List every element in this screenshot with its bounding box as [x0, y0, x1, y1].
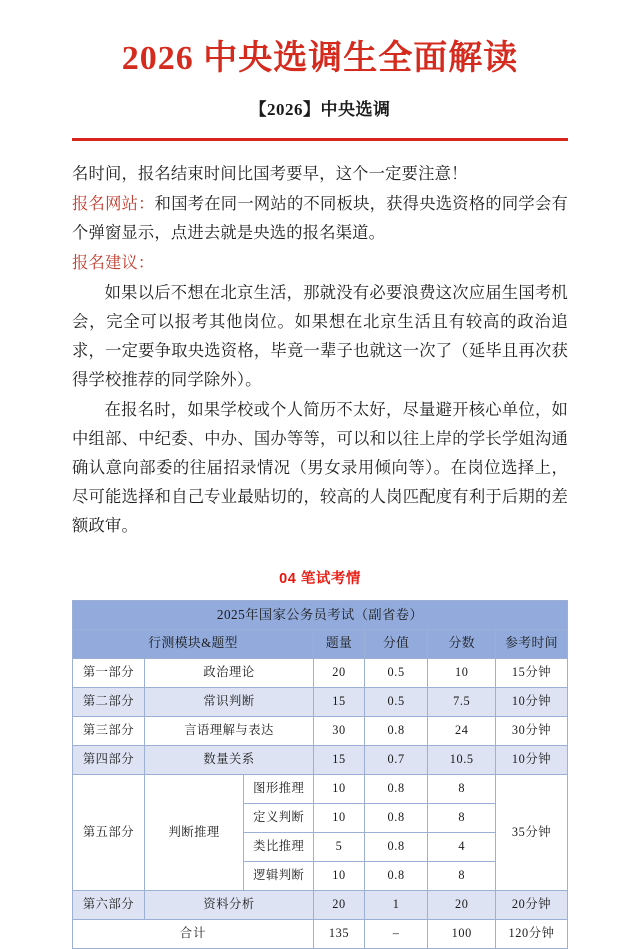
- exam-table-wrap: [72, 598, 568, 949]
- row-subtype: 类比推理: [244, 832, 314, 861]
- paragraph-4-text: 如果以后不想在北京生活，那就没有必要浪费这次应届生国考机会，完全可以报考其他岗位。如果想在北京生活且有较高的政治追求，一定要争取央选资格，毕竟一辈子也就这一次了（延毕且再次获得学校推荐的同学除外）。: [72, 282, 568, 389]
- row-quantity: 20: [314, 890, 365, 919]
- row-part: 第二部分: [73, 687, 145, 716]
- row-score: 10: [428, 658, 496, 687]
- row-module: 数量关系: [144, 745, 313, 774]
- row-value: 0.8: [364, 861, 427, 890]
- table-row: [73, 716, 568, 745]
- body-text: [72, 141, 568, 540]
- row-score: 10.5: [428, 745, 496, 774]
- paragraph-1: [72, 159, 568, 188]
- row-quantity: 20: [314, 658, 365, 687]
- column-header-quantity: 题量: [314, 629, 365, 658]
- row-score: 4: [428, 832, 496, 861]
- column-header-time: 参考时间: [496, 629, 568, 658]
- row-part: 第一部分: [73, 658, 145, 687]
- row-time: 15分钟: [496, 658, 568, 687]
- paragraph-4: [72, 278, 568, 394]
- row-score: 20: [428, 890, 496, 919]
- row-score: 8: [428, 774, 496, 803]
- row-quantity: 15: [314, 745, 365, 774]
- paragraph-2: [72, 189, 568, 247]
- row-time: 20分钟: [496, 890, 568, 919]
- table-row: [73, 658, 568, 687]
- row-score: 8: [428, 861, 496, 890]
- group-time: 35分钟: [496, 774, 568, 890]
- column-header-score: 分数: [428, 629, 496, 658]
- row-subtype: 图形推理: [244, 774, 314, 803]
- row-value: 0.8: [364, 774, 427, 803]
- paragraph-5: [72, 395, 568, 540]
- total-score: 100: [428, 919, 496, 948]
- table-total-row: [73, 919, 568, 948]
- row-quantity: 30: [314, 716, 365, 745]
- row-value: 0.5: [364, 687, 427, 716]
- exam-table: [72, 600, 568, 949]
- table-row: [73, 774, 568, 803]
- total-label: 合计: [73, 919, 314, 948]
- row-part: 第三部分: [73, 716, 145, 745]
- group-part: 第五部分: [73, 774, 145, 890]
- row-score: 8: [428, 803, 496, 832]
- table-title-row: [73, 600, 568, 629]
- paragraph-1-text: 名时间，报名结束时间比国考要早，这个一定要注意！: [72, 163, 468, 183]
- row-value: 1: [364, 890, 427, 919]
- table-title: 2025年国家公务员考试（副省卷）: [73, 600, 568, 629]
- table-row: [73, 687, 568, 716]
- table-row: [73, 890, 568, 919]
- row-module: 资料分析: [144, 890, 313, 919]
- column-header-module: 行测模块&题型: [73, 629, 314, 658]
- paragraph-5-text: 在报名时，如果学校或个人简历不太好，尽量避开核心单位，如中组部、中纪委、中办、国办等等，可以和以往上岸的学长学姐沟通确认意向部委的往届招录情况（男女录用倾向等）。在岗位选择上，尽可能选择和自己专业最贴切的，较高的人岗匹配度有利于后期的差额政审。: [72, 399, 568, 535]
- row-quantity: 10: [314, 803, 365, 832]
- page-title: 2026 中央选调生全面解读: [121, 40, 519, 77]
- row-quantity: 15: [314, 687, 365, 716]
- row-value: 0.8: [364, 716, 427, 745]
- row-part: 第四部分: [73, 745, 145, 774]
- table-header-row: [73, 629, 568, 658]
- row-value: 0.7: [364, 745, 427, 774]
- table-row: [73, 745, 568, 774]
- paragraph-2-label: 报名网站：: [72, 193, 155, 213]
- paragraph-3-label: 报名建议：: [72, 252, 155, 272]
- group-module: 判断推理: [144, 774, 243, 890]
- row-value: 0.8: [364, 803, 427, 832]
- row-score: 7.5: [428, 687, 496, 716]
- row-subtype: 逻辑判断: [244, 861, 314, 890]
- row-module: 言语理解与表达: [144, 716, 313, 745]
- row-time: 10分钟: [496, 687, 568, 716]
- row-time: 30分钟: [496, 716, 568, 745]
- section-heading-written-exam: 04 笔试考情: [279, 570, 361, 587]
- page-subtitle: 【2026】中央选调: [249, 99, 391, 119]
- paragraph-2-text: 和国考在同一网站的不同板块，获得央选资格的同学会有个弹窗显示，点进去就是央选的报名渠道。: [72, 193, 568, 242]
- row-score: 24: [428, 716, 496, 745]
- row-quantity: 10: [314, 774, 365, 803]
- row-quantity: 10: [314, 861, 365, 890]
- row-value: 0.8: [364, 832, 427, 861]
- row-subtype: 定义判断: [244, 803, 314, 832]
- paragraph-3: [72, 248, 568, 277]
- row-value: 0.5: [364, 658, 427, 687]
- total-value: –: [364, 919, 427, 948]
- total-time: 120分钟: [496, 919, 568, 948]
- column-header-value: 分值: [364, 629, 427, 658]
- row-quantity: 5: [314, 832, 365, 861]
- row-part: 第六部分: [73, 890, 145, 919]
- row-module: 常识判断: [144, 687, 313, 716]
- row-module: 政治理论: [144, 658, 313, 687]
- total-quantity: 135: [314, 919, 365, 948]
- row-time: 10分钟: [496, 745, 568, 774]
